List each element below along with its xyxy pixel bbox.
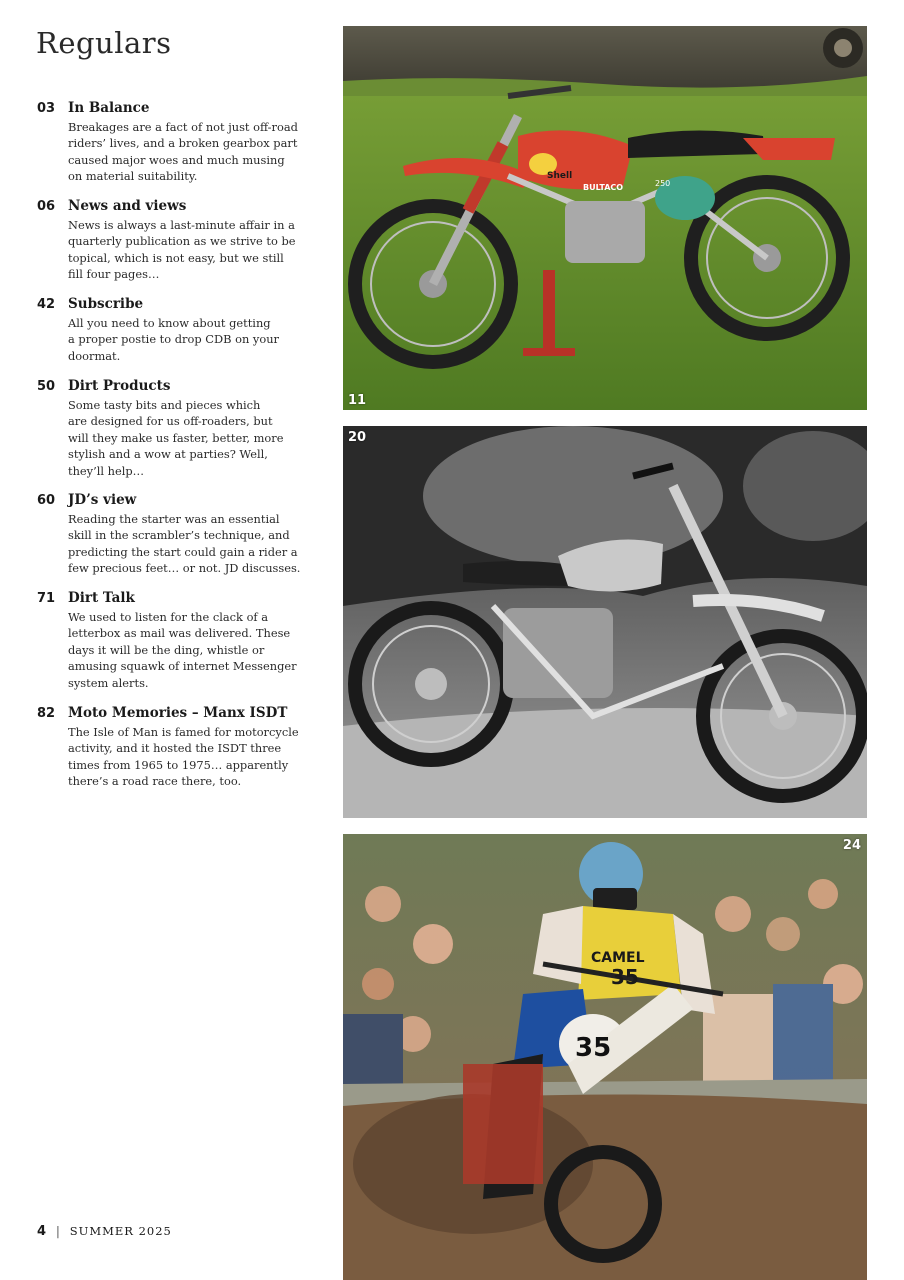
toc-page-number: 50: [37, 379, 56, 394]
toc-page-number: 06: [37, 199, 56, 214]
side-panel-text: 250: [655, 179, 671, 188]
toc-description: Reading the starter was an essential skill in the scrambler’s technique, and predicting the start could gain a rider a few precious feet… or not. JD discusses.: [68, 512, 301, 576]
toc-heading: JD’s view: [68, 492, 137, 508]
tank-logo-text: Shell: [547, 171, 573, 181]
photo-black-and-white-bike[interactable]: [343, 426, 867, 818]
toc-page-number: 71: [37, 591, 56, 606]
bib-number-text: 35: [611, 965, 639, 989]
toc-heading: Moto Memories – Manx ISDT: [68, 705, 288, 721]
page-footer: [37, 1224, 172, 1239]
photo-bultaco-on-grass[interactable]: [343, 26, 867, 410]
toc-page-number: 60: [37, 493, 56, 508]
issue-label: SUMMER 2025: [69, 1224, 172, 1238]
page-number: 4: [37, 1224, 47, 1239]
toc-description: All you need to know about getting a proper postie to drop CDB on your doormat.: [68, 316, 279, 363]
number-plate-text: 35: [575, 1033, 612, 1063]
toc-heading: News and views: [68, 198, 187, 214]
brand-text: BULTACO: [583, 183, 624, 192]
page-title: Regulars: [36, 26, 172, 60]
toc-heading: Dirt Products: [68, 378, 171, 394]
toc-description: Some tasty bits and pieces which are designed for us off-roaders, but will they make us faster, better, more stylish and a wow at parties? Well, they’ll help…: [68, 398, 284, 478]
photo-image: [343, 834, 867, 1280]
photo-page-number: 20: [348, 430, 367, 445]
footer-separator: |: [55, 1224, 60, 1238]
photo-image: [343, 26, 867, 410]
toc-page-number: 42: [37, 297, 56, 312]
photo-rider-35-crowd[interactable]: [343, 834, 867, 1280]
toc-heading: Dirt Talk: [68, 590, 135, 606]
photo-image: [343, 426, 867, 818]
toc-page-number: 82: [37, 706, 56, 721]
photo-page-number: 24: [842, 838, 861, 853]
toc-page-number: 03: [37, 101, 56, 116]
toc-description: News is always a last-minute affair in a quarterly publication as we strive to be topical, which is not easy, but we still fill four pages…: [68, 218, 296, 282]
toc-heading: In Balance: [68, 100, 150, 116]
bib-sponsor-text: CAMEL: [591, 950, 645, 966]
toc-description: We used to listen for the clack of a letterbox as mail was delivered. These days it will be the ding, whistle or amusing squawk of internet Messenger system alerts.: [68, 610, 297, 690]
photo-page-number: 11: [348, 393, 367, 408]
toc-heading: Subscribe: [68, 296, 144, 312]
toc-description: Breakages are a fact of not just off-road riders’ lives, and a broken gearbox part caused major woes and much musing on material suitability.: [68, 120, 298, 184]
toc-description: The Isle of Man is famed for motorcycle activity, and it hosted the ISDT three times from 1965 to 1975… apparently there’s a road race there, too.: [68, 725, 299, 789]
